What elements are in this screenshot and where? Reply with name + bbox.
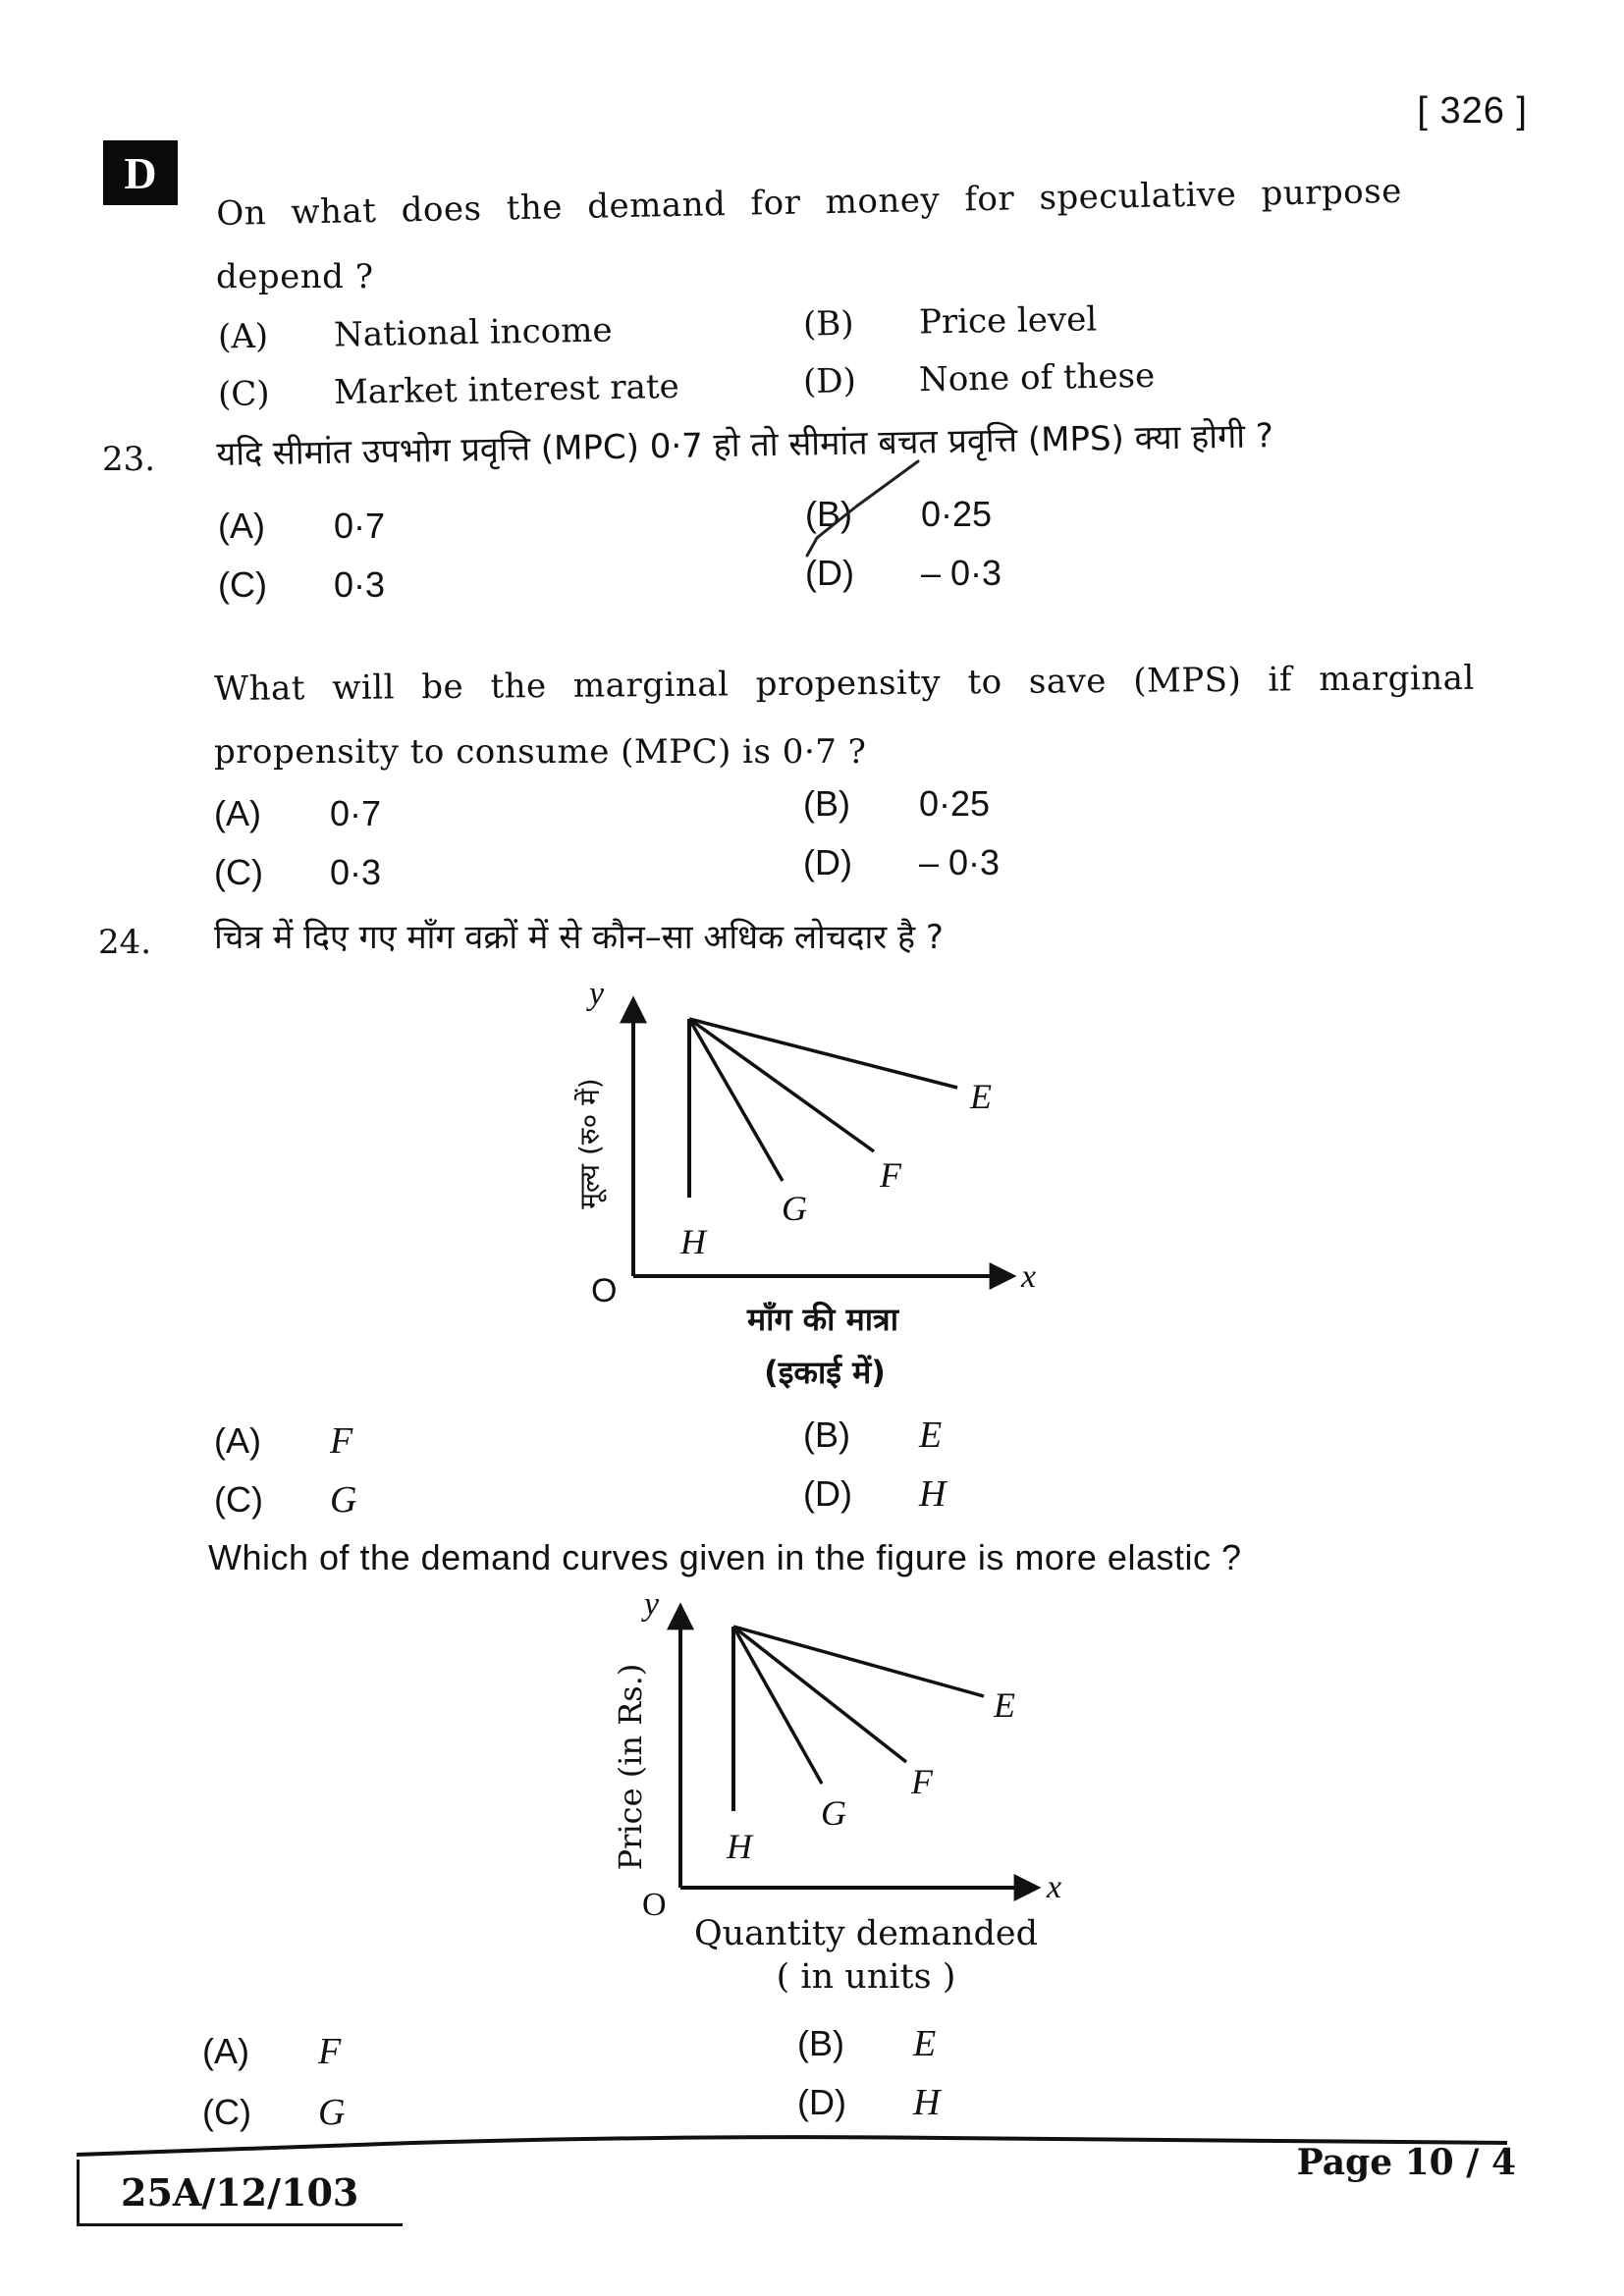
option-text: F [330, 1420, 353, 1462]
option-label: (B) [802, 303, 854, 345]
fig1-y-axis-label: y [589, 976, 605, 1012]
fig1-origin-label: O [591, 1272, 618, 1309]
option-label: (A) [217, 316, 269, 357]
q24-stem-hindi: चित्र में दिए गए माँग वक्रों में से कौन–सा अधिक लोचदार है ? [214, 918, 944, 957]
option-text: Market interest rate [333, 366, 680, 413]
fig2-y-axis-label: y [644, 1586, 660, 1623]
option-text: H [919, 1473, 947, 1515]
q23-number: 23. [102, 440, 156, 479]
option-label: (A) [214, 793, 261, 833]
option-text: F [318, 2031, 342, 2072]
option-label: (D) [803, 842, 852, 882]
q22-stem-text: On what does the demand for money for speculative purpose [216, 171, 1403, 234]
option-text: H [913, 2082, 941, 2123]
option-text: – 0·3 [919, 842, 1001, 882]
fig2-price-axis-title: Price (in Rs.) [612, 1663, 649, 1871]
q24-stem-english: Which of the demand curves given in the figure is more elastic ? [208, 1537, 1242, 1577]
fig2-quantity-axis-title: Quantity demanded [693, 1914, 1039, 1953]
option-text: E [919, 1415, 943, 1456]
fig2-curve-e-label: E [994, 1685, 1015, 1725]
option-text: 0·25 [921, 494, 993, 534]
option-label: (D) [805, 553, 854, 593]
option-label: (C) [217, 374, 270, 415]
fig1-curve-h-label: H [680, 1222, 706, 1261]
fig1-curve-g-label: G [782, 1189, 807, 1228]
fig1-quantity-axis-title: माँग की मात्रा [747, 1301, 898, 1338]
option-text: 0·3 [334, 564, 386, 605]
fig2-curve-f-label: F [911, 1762, 933, 1801]
fig1-curve-f-label: F [880, 1155, 901, 1195]
option-text: 0·25 [919, 783, 991, 824]
fig1-x-axis-label: x [1021, 1258, 1037, 1295]
fig1-quantity-axis-unit: (इकाई में) [764, 1354, 886, 1391]
fig1-price-axis-title: मूल्य (रु० में) [573, 1078, 606, 1209]
option-text: E [913, 2023, 937, 2064]
set-label: D [124, 147, 157, 198]
option-label: (B) [797, 2023, 844, 2063]
q22-stem-line2: depend ? [216, 257, 374, 296]
fig2-curve-g-label: G [821, 1793, 846, 1833]
option-text: 0·7 [334, 506, 386, 546]
fig2-curve-h-label: H [727, 1827, 752, 1866]
fig2-origin-label: O [642, 1887, 667, 1923]
option-label: (B) [803, 1415, 850, 1455]
page-code: [ 326 ] [1417, 90, 1528, 132]
option-label: (D) [802, 361, 857, 402]
option-label: (D) [797, 2082, 846, 2122]
option-text: G [330, 1479, 357, 1521]
paper-code: 25A/12/103 [77, 2160, 403, 2226]
option-text: – 0·3 [921, 553, 1002, 593]
q23-stem-en-line2: propensity to consume (MPC) is 0·7 ? [214, 732, 867, 772]
option-label: (A) [202, 2031, 249, 2071]
option-label: (B) [803, 783, 850, 824]
option-text: 0·7 [330, 793, 382, 833]
option-label: (B) [805, 494, 852, 534]
page-number: Page 10 / 4 [1296, 2142, 1516, 2183]
q23-stem-hindi: यदि सीमांत उपभोग प्रवृत्ति (MPC) 0·7 हो तो सीमांत बचत प्रवृत्ति (MPS) क्या होगी ? [216, 416, 1274, 474]
fig2-quantity-axis-unit: ( in units ) [776, 1957, 956, 1997]
option-label: (C) [218, 564, 267, 605]
option-text: Price level [918, 299, 1098, 343]
q24-number: 24. [98, 923, 152, 962]
option-label: (C) [214, 852, 263, 892]
fig1-curve-e-label: E [970, 1077, 992, 1116]
option-label: (A) [218, 506, 265, 546]
option-label: (C) [202, 2092, 251, 2132]
q23-stem-text: What will be the marginal propensity to save (MPS) if marginal [214, 658, 1475, 709]
option-text: None of these [918, 355, 1156, 400]
option-label: (C) [214, 1479, 263, 1520]
fig2-x-axis-label: x [1047, 1869, 1062, 1905]
option-text: National income [333, 310, 613, 355]
option-text: 0·3 [330, 852, 382, 892]
option-label: (A) [214, 1420, 261, 1461]
option-text: G [318, 2092, 346, 2133]
option-label: (D) [803, 1473, 852, 1514]
